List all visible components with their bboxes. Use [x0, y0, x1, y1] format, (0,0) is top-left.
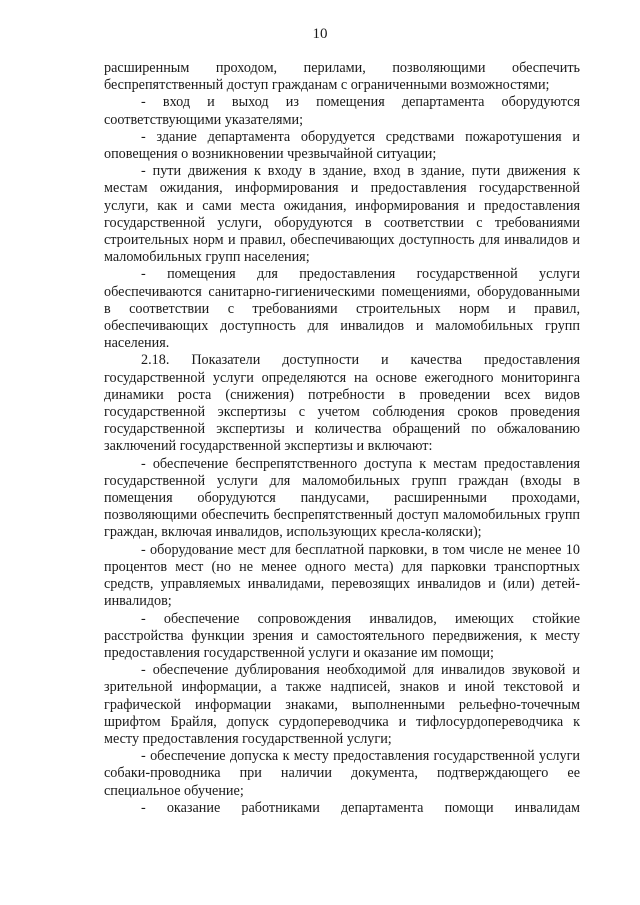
paragraph: - оборудование мест для бесплатной парковки, в том числе не менее 10 процентов мест (но не менее одного места) для парковки транспортных средств, управляемых инвалидами, перевозящих инвалидов и (или) детей-инвалидов;	[104, 541, 580, 610]
paragraph: - пути движения к входу в здание, вход в здание, пути движения к местам ожидания, информирования и предоставления государственной услуги, как и сами места ожидания, информирования и предоставления государственной услуги, оборудуются в соответствии с требованиями строительных норм и правил, обеспечивающих доступность для инвалидов и маломобильных групп населения;	[104, 163, 580, 266]
document-body	[104, 60, 580, 817]
paragraph: - обеспечение допуска к месту предоставления государственной услуги собаки-проводника при наличии документа, подтверждающего ее специальное обучение;	[104, 748, 580, 799]
paragraph: расширенным проходом, перилами, позволяющими обеспечить беспрепятственный доступ гражданам с ограниченными возможностями;	[104, 60, 580, 94]
paragraph: - обеспечение беспрепятственного доступа к местам предоставления государственной услуги для маломобильных групп граждан (входы в помещения оборудуются пандусами, расширенными проходами, позволяющими обеспечить беспрепятственный доступ маломобильных групп граждан, включая инвалидов, использующих кресла-коляски);	[104, 455, 580, 541]
page-number: 10	[312, 26, 328, 42]
paragraph: - оказание работниками департамента помощи инвалидам	[141, 799, 580, 816]
paragraph: 2.18. Показатели доступности и качества предоставления государственной услуги определяются на основе ежегодного мониторинга динамики роста (снижения) потребности в проведении всех видов государственной экспертизы с учетом соблюдения сроков проведения государственной экспертизы и количества обращений по обжалованию заключений государственной экспертизы и включают:	[104, 352, 580, 455]
paragraph: - здание департамента оборудуется средствами пожаротушения и оповещения о возникновении чрезвычайной ситуации;	[104, 128, 580, 163]
paragraph: - помещения для предоставления государственной услуги обеспечиваются санитарно-гигиеническими помещениями, оборудованными в соответствии с требованиями строительных норм и правил, обеспечивающих доступность для инвалидов и маломобильных групп населения.	[104, 266, 580, 352]
paragraph: - обеспечение дублирования необходимой для инвалидов звуковой и зрительной информации, а также надписей, знаков и иной текстовой и графической информации знаками, выполненными рельефно-точечным шрифтом Брайля, допуск сурдопереводчика и тифлосурдопереводчика к месту предоставления государственной услуги;	[104, 662, 580, 747]
paragraph: - обеспечение сопровождения инвалидов, имеющих стойкие расстройства функции зрения и самостоятельного передвижения, к месту предоставления государственной услуги и оказание им помощи;	[104, 610, 580, 661]
paragraph: - вход и выход из помещения департамента оборудуются соответствующими указателями;	[104, 94, 580, 128]
